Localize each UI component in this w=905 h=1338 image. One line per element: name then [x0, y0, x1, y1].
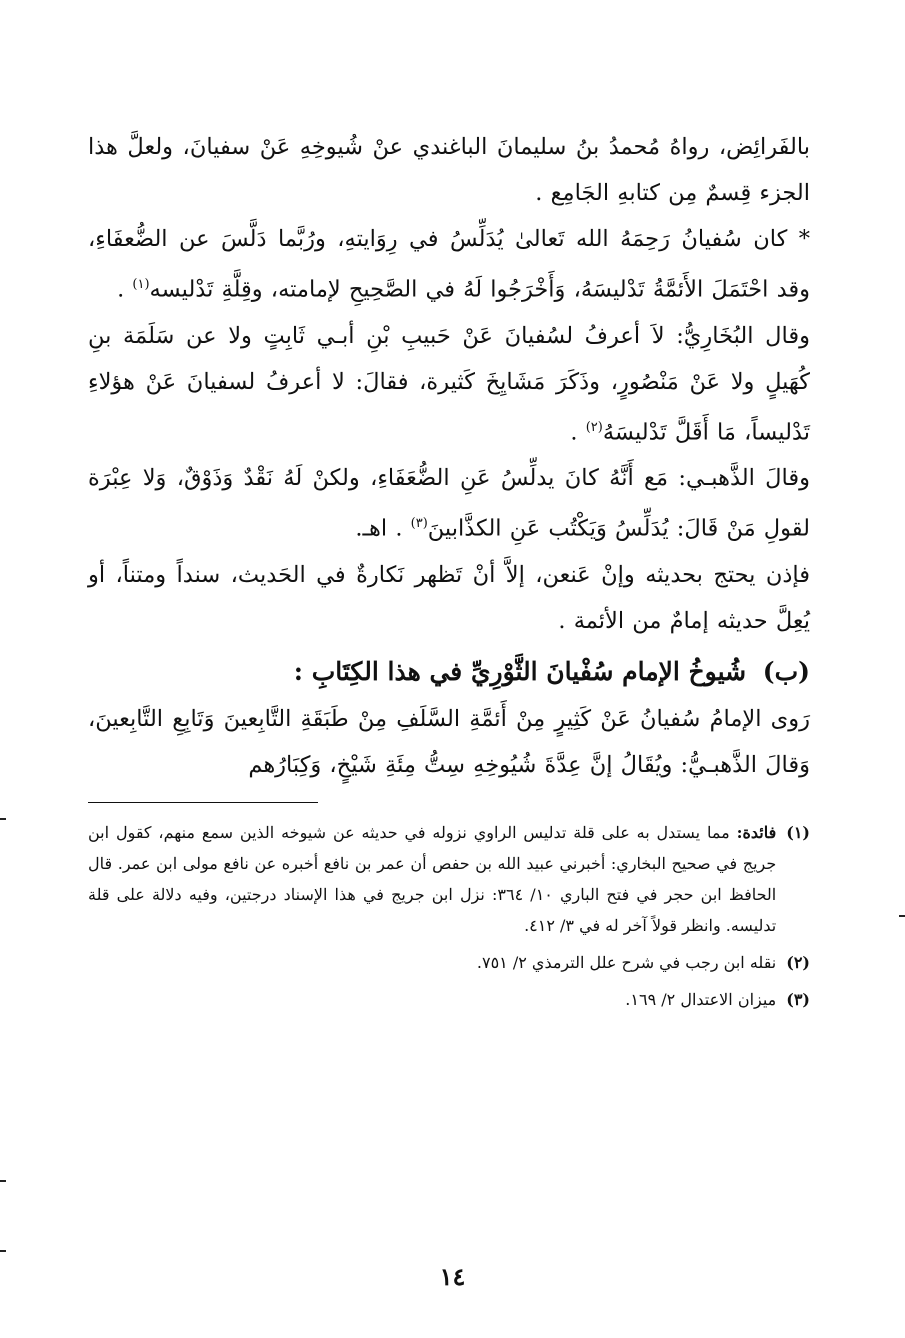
- footnote-number: (١): [786, 822, 810, 842]
- footnote-3: [88, 984, 810, 1015]
- page-number: ١٤: [439, 1262, 466, 1291]
- paragraph-3-tail: .: [570, 419, 586, 445]
- paragraph-4-tail: . اهـ.: [355, 515, 411, 542]
- footnotes: [88, 817, 810, 1015]
- scan-mark: [0, 818, 6, 820]
- paragraph-3: [88, 313, 810, 456]
- scan-mark: [899, 915, 905, 917]
- footnote-ref-3[interactable]: (٣): [410, 516, 428, 531]
- scan-mark: [0, 1250, 6, 1252]
- footnote-2: [88, 947, 810, 978]
- footnote-body: ميزان الاعتدال ٢/ ١٦٩.: [625, 989, 777, 1009]
- section-title: شُيوخُ الإمام سُفْيانَ الثَّوْرِيِّ في هذا الكِتَابِ :: [293, 656, 747, 686]
- footnote-ref-2[interactable]: (٢): [585, 419, 603, 435]
- footnote-number: (٣): [786, 989, 810, 1009]
- scan-mark: [0, 1180, 6, 1182]
- paragraph-4: [88, 455, 810, 552]
- paragraph-1: بالفَرائِض، رواهُ مُحمدُ بنُ سليمانَ الباغندي عنْ شُيوخِهِ عَنْ سفيانَ، ولعلَّ هذا الجزء قِسمٌ مِن كتابهِ الجَامِع .: [88, 134, 810, 206]
- page-content: [88, 124, 810, 1021]
- paragraph-2-text: * كان سُفيانُ رَحِمَهُ الله تَعالىٰ يُدَلِّسُ في رِوَايتهِ، ورُبَّما دَلَّسَ عن الضُّعفَاءِ، وقد احْتَمَلَ الأَئمَّةُ تَدْليسَهُ، وَأَخْرَجُوا لَهُ في الصَّحِيحِ لإمامته، وقِلَّةِ تَدْليسه: [88, 226, 810, 303]
- footnote-body: مما يستدل به على قلة تدليس الراوي نزوله في حديثه عن شيوخه الذين سمع منهم، كقول ابن جريج في صحيح البخاري: أخبرني عبيد الله بن حفص أن عمر بن نافع أخبره عن نافع مولى ابن عمر. قال الحافظ ابن حجر في فتح الباري ١٠/ ٣٦٤: نزل ابن جريج في هذا الإسناد درجتين، وفيه دلالة على قلة تدليسه. وانظر قولاً آخر له في ٣/ ٤١٢.: [88, 822, 777, 935]
- footnote-separator: [88, 802, 318, 803]
- paragraph-2: [88, 216, 810, 313]
- footnote-lead: فائدة:: [736, 822, 777, 842]
- section-paragraph: رَوى الإمامُ سُفيانُ عَنْ كَثِيرٍ مِنْ أَئمَّةِ السَّلَفِ مِنْ طَبَقَةِ التَّابِعينَ وَتَابِعِ التَّابِعينَ، وَقالَ الذَّهبـيُّ: ويُقَالُ إنَّ عِدَّةَ شُيُوخِهِ سِتُّ مِئَةِ شَيْخٍ، وَكِبَارُهم: [88, 705, 810, 778]
- footnote-separator-wrap: [88, 802, 810, 803]
- paragraph-4-text: وقالَ الذَّهبـي: مَع أَنَّهُ كانَ يدلِّسُ عَنِ الضُّعَفَاءِ، ولكنْ لَهُ نَقْدٌ وَذَوْقٌ، وَلا عِبْرَة لقولِ مَنْ قَالَ: يُدَلِّسُ وَيَكْتُب عَنِ الكذَّابينَ: [88, 465, 810, 542]
- footnote-body: نقله ابن رجب في شرح علل الترمذي ٢/ ٧٥١.: [476, 952, 777, 972]
- footnote-number: (٢): [786, 952, 810, 972]
- paragraph-5: فإذن يحتج بحديثه وإنْ عَنعن، إلاَّ أنْ تَظهر نَكارةٌ في الحَديث، سنداً ومتناً، أو يُعِلَّ حديثه إمامٌ من الأئمة .: [88, 561, 810, 634]
- footnote-text: [88, 817, 776, 941]
- section-label: (ب): [762, 656, 810, 686]
- paragraph-3-text: وقال البُخَارِيُّ: لاَ أعرفُ لسُفيانَ عَنْ حَبيبِ بْنِ أبـي ثَابِتٍ ولا عن سَلَمَة بنِ كُهَيلٍ ولا عَنْ مَنْصُورٍ، وذَكَرَ مَشَايِخَ كَثيرة، فقالَ: لا أعرفُ لسفيانَ عَنْ هؤلاءِ تَدْليساً، مَا أَقَلَّ تَدْليسَهُ: [88, 322, 810, 445]
- section-heading: [88, 648, 810, 696]
- footnote-1: [88, 817, 810, 941]
- footnote-ref-1[interactable]: (١): [132, 277, 150, 292]
- paragraph-2-tail: .: [117, 276, 133, 303]
